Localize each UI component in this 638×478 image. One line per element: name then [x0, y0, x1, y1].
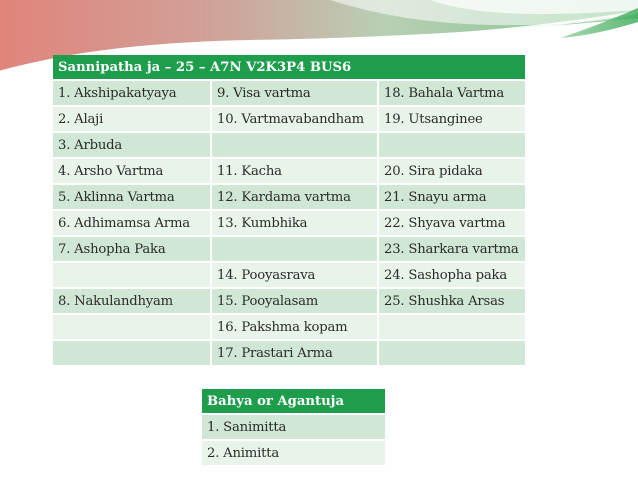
table-row: [53, 185, 525, 209]
table-cell: 1. Sanimitta: [202, 415, 385, 439]
table-cell: 7. Ashopha Paka: [53, 237, 210, 261]
table-cell: [53, 263, 210, 287]
table-cell: 14. Pooyasrava: [212, 263, 377, 287]
table-cell: [379, 341, 525, 365]
bahya-agantuja-table: [200, 387, 387, 467]
table-cell: 5. Aklinna Vartma: [53, 185, 210, 209]
table-cell: 25. Shushka Arsas: [379, 289, 525, 313]
table-cell: [379, 133, 525, 157]
table-cell: [53, 341, 210, 365]
table-row: [53, 107, 525, 131]
table-row: [202, 441, 385, 465]
table-cell: 22. Shyava vartma: [379, 211, 525, 235]
table-cell: 6. Adhimamsa Arma: [53, 211, 210, 235]
table-row: [202, 415, 385, 439]
table-cell: 2. Alaji: [53, 107, 210, 131]
table-cell: 9. Visa vartma: [212, 81, 377, 105]
table-cell: 4. Arsho Vartma: [53, 159, 210, 183]
table-row: [53, 81, 525, 105]
sub-table-header: Bahya or Agantuja: [202, 389, 385, 413]
table-cell: 24. Sashopha paka: [379, 263, 525, 287]
table-cell: 13. Kumbhika: [212, 211, 377, 235]
main-table-header: Sannipatha ja – 25 – A7N V2K3P4 BUS6: [53, 55, 525, 79]
table-cell: 19. Utsanginee: [379, 107, 525, 131]
table-cell: 15. Pooyalasam: [212, 289, 377, 313]
table-row: [53, 341, 525, 365]
table-cell: [379, 315, 525, 339]
table-cell: 21. Snayu arma: [379, 185, 525, 209]
table-cell: 11. Kacha: [212, 159, 377, 183]
table-cell: 3. Arbuda: [53, 133, 210, 157]
table-cell: 10. Vartmavabandham: [212, 107, 377, 131]
table-cell: 17. Prastari Arma: [212, 341, 377, 365]
table-row: [53, 315, 525, 339]
table-cell: 8. Nakulandhyam: [53, 289, 210, 313]
table-row: [53, 237, 525, 261]
table-cell: 20. Sira pidaka: [379, 159, 525, 183]
table-cell: 1. Akshipakatyaya: [53, 81, 210, 105]
table-cell: [53, 315, 210, 339]
sannipatha-disease-table: [51, 53, 527, 367]
table-row: [53, 159, 525, 183]
table-cell: [212, 133, 377, 157]
table-row: [53, 211, 525, 235]
table-row: [53, 133, 525, 157]
table-row: [53, 263, 525, 287]
table-cell: 12. Kardama vartma: [212, 185, 377, 209]
table-row: [53, 289, 525, 313]
table-cell: 2. Animitta: [202, 441, 385, 465]
table-cell: 18. Bahala Vartma: [379, 81, 525, 105]
table-cell: [212, 237, 377, 261]
table-cell: 16. Pakshma kopam: [212, 315, 377, 339]
table-cell: 23. Sharkara vartma: [379, 237, 525, 261]
